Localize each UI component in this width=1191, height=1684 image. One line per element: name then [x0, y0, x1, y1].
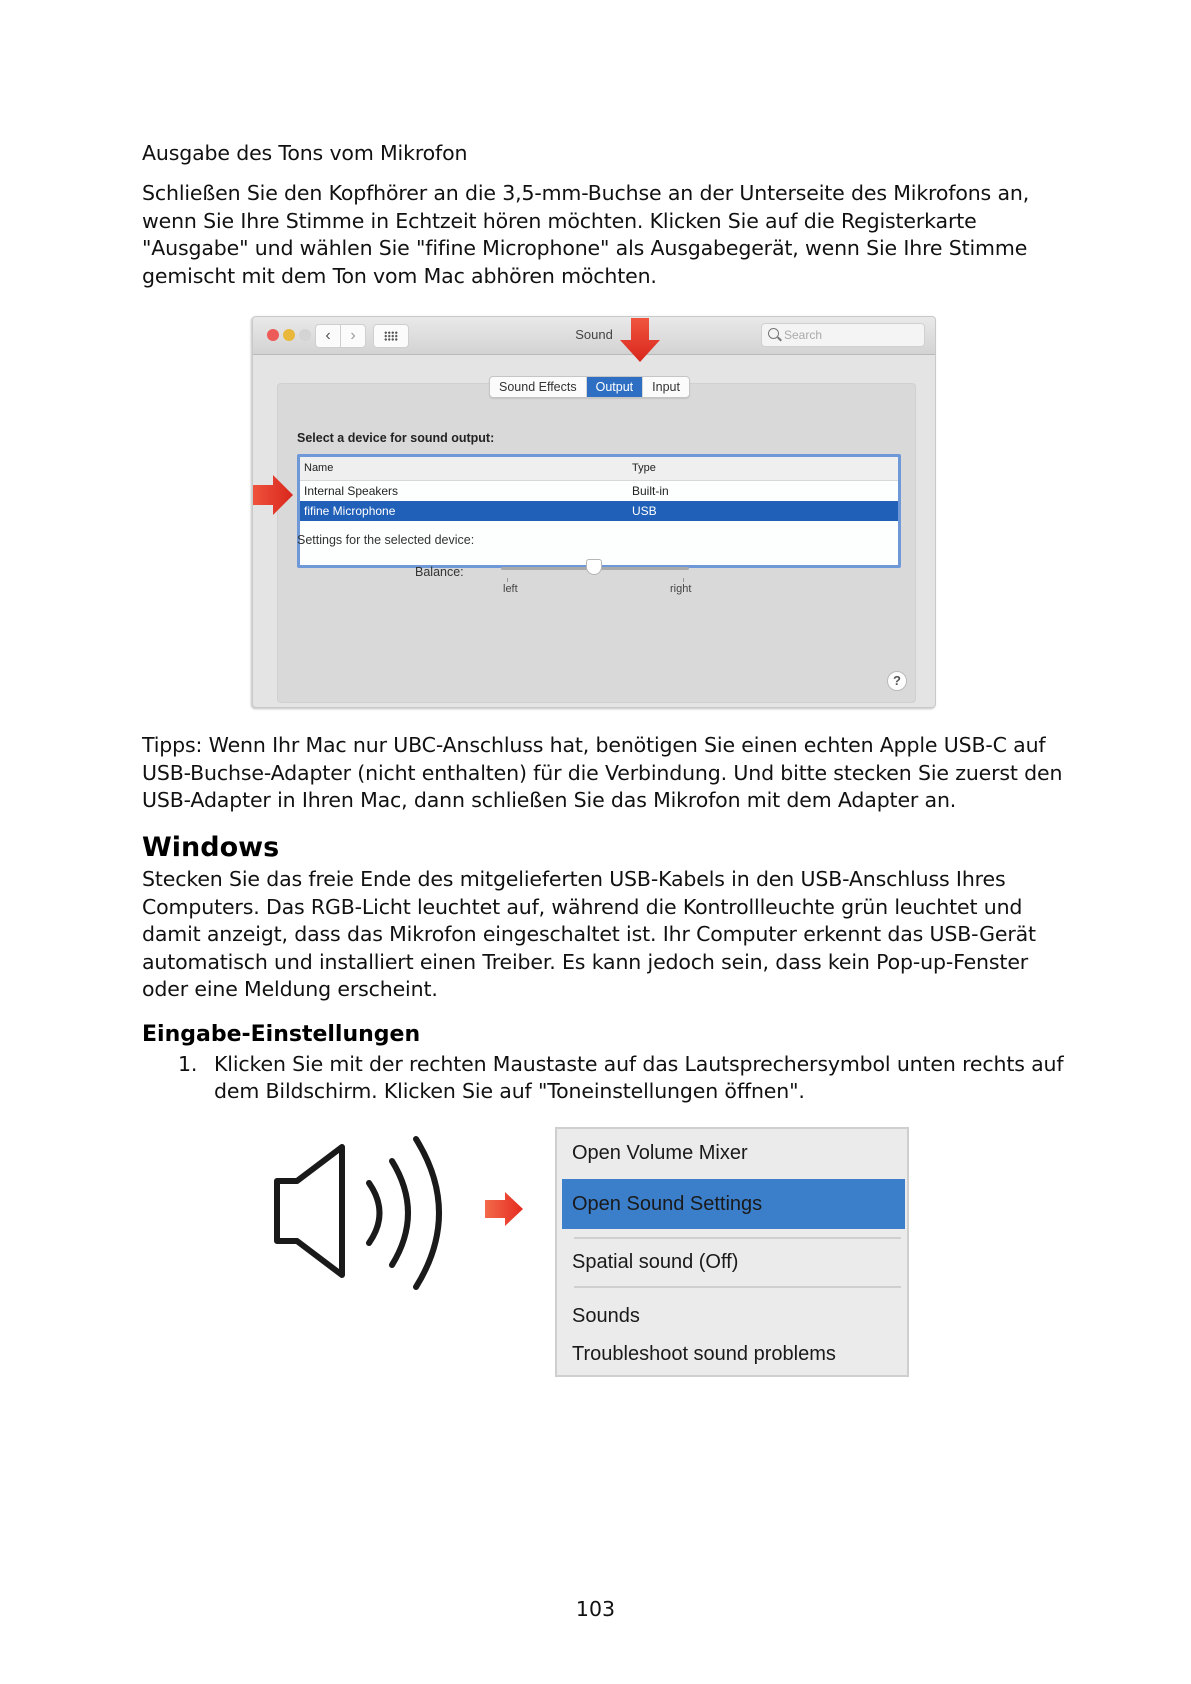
select-device-label: Select a device for sound output: [297, 431, 495, 445]
table-header [300, 457, 898, 481]
device-name: Internal Speakers [304, 484, 399, 498]
speaker-icon [272, 1133, 456, 1293]
table-row-selected[interactable] [300, 501, 898, 521]
column-header-name[interactable]: Name [304, 462, 334, 474]
mac-sound-window-screenshot [252, 316, 936, 708]
table-row[interactable] [300, 481, 898, 501]
heading-windows: Windows [142, 832, 280, 863]
menu-separator [574, 1286, 901, 1288]
balance-slider-thumb[interactable] [586, 559, 602, 575]
page-number: 103 [575, 1597, 616, 1621]
menu-item-sounds[interactable]: Sounds [572, 1305, 640, 1327]
balance-label: Balance: [415, 565, 464, 579]
output-device-table [297, 454, 901, 568]
device-type: Built-in [632, 484, 669, 498]
red-arrow-right-icon [252, 475, 293, 515]
red-arrow-right-icon [485, 1192, 525, 1226]
search-icon [768, 328, 779, 339]
step-text: Klicken Sie mit der rechten Maustaste auf das Lautsprechersymbol unten rechts auf dem Bildschirm. Klicken Sie auf "Toneinstellungen öffnen". [214, 1052, 1064, 1104]
tips-paragraph: Tipps: Wenn Ihr Mac nur UBC-Anschluss hat, benötigen Sie einen echten Apple USB-C auf USB-Buchse-Adapter (nicht enthalten) für die Verbindung. Und bitte stecken Sie zuerst den USB-Adapter in Ihren Mac, dann schließen Sie das Mikrofon mit dem Adapter an. [142, 733, 1063, 813]
sound-context-menu [555, 1127, 909, 1377]
balance-left-label: left [503, 583, 518, 595]
tick-left [507, 578, 508, 582]
menu-item-open-sound-settings[interactable]: Open Sound Settings [562, 1179, 905, 1229]
search-placeholder: Search [784, 328, 823, 342]
tick-right [683, 578, 684, 582]
mac-output-paragraph: Schließen Sie den Kopfhörer an die 3,5-mm-Buchse an der Unterseite des Mikrofons an, wenn Sie Ihre Stimme in Echtzeit hören möchten. Klicken Sie auf die Registerkarte "Ausgabe" und wählen Sie "fifine Microphone" als Ausgabegerät, wenn Sie Ihre Stimme gemischt mit dem Ton vom Mac abhören möchten. [142, 181, 1030, 288]
search-input[interactable] [761, 323, 925, 347]
device-type: USB [632, 504, 657, 518]
help-button[interactable]: ? [887, 671, 907, 691]
menu-item-open-volume-mixer[interactable]: Open Volume Mixer [572, 1142, 748, 1164]
section-title-mac-output: Ausgabe des Tons vom Mikrofon [142, 141, 468, 165]
red-arrow-down-icon [620, 318, 660, 362]
balance-right-label: right [670, 583, 692, 595]
window-titlebar [253, 317, 935, 355]
window-title: Sound [575, 327, 613, 342]
chevron-left-icon: ‹ [325, 327, 331, 344]
tab-bar [489, 376, 690, 398]
tab-sound-effects[interactable]: Sound Effects [490, 377, 587, 397]
menu-item-spatial-sound[interactable]: Spatial sound (Off) [572, 1251, 739, 1273]
menu-separator [574, 1237, 901, 1239]
heading-input-settings: Eingabe-Einstellungen [142, 1022, 421, 1047]
step-number: 1. [178, 1052, 198, 1076]
chevron-right-icon: › [350, 327, 356, 344]
tab-output[interactable]: Output [587, 377, 644, 397]
menu-item-troubleshoot[interactable]: Troubleshoot sound problems [572, 1343, 836, 1365]
column-header-type[interactable]: Type [632, 462, 656, 474]
tab-input[interactable]: Input [652, 380, 680, 394]
settings-label: Settings for the selected device: [297, 533, 475, 547]
device-name: fifine Microphone [304, 504, 396, 518]
windows-paragraph: Stecken Sie das freie Ende des mitgelieferten USB-Kabels in den USB-Anschluss Ihres Computers. Das RGB-Licht leuchtet auf, während die Kontrollleuchte grün leuchtet und damit anzeigt, dass das Mikrofon eingeschaltet ist. Ihr Computer erkennt das USB-Gerät automatisch und installiert einen Treiber. Es kann jedoch sein, dass kein Pop-up-Fenster oder eine Meldung erscheint. [142, 867, 1036, 1002]
